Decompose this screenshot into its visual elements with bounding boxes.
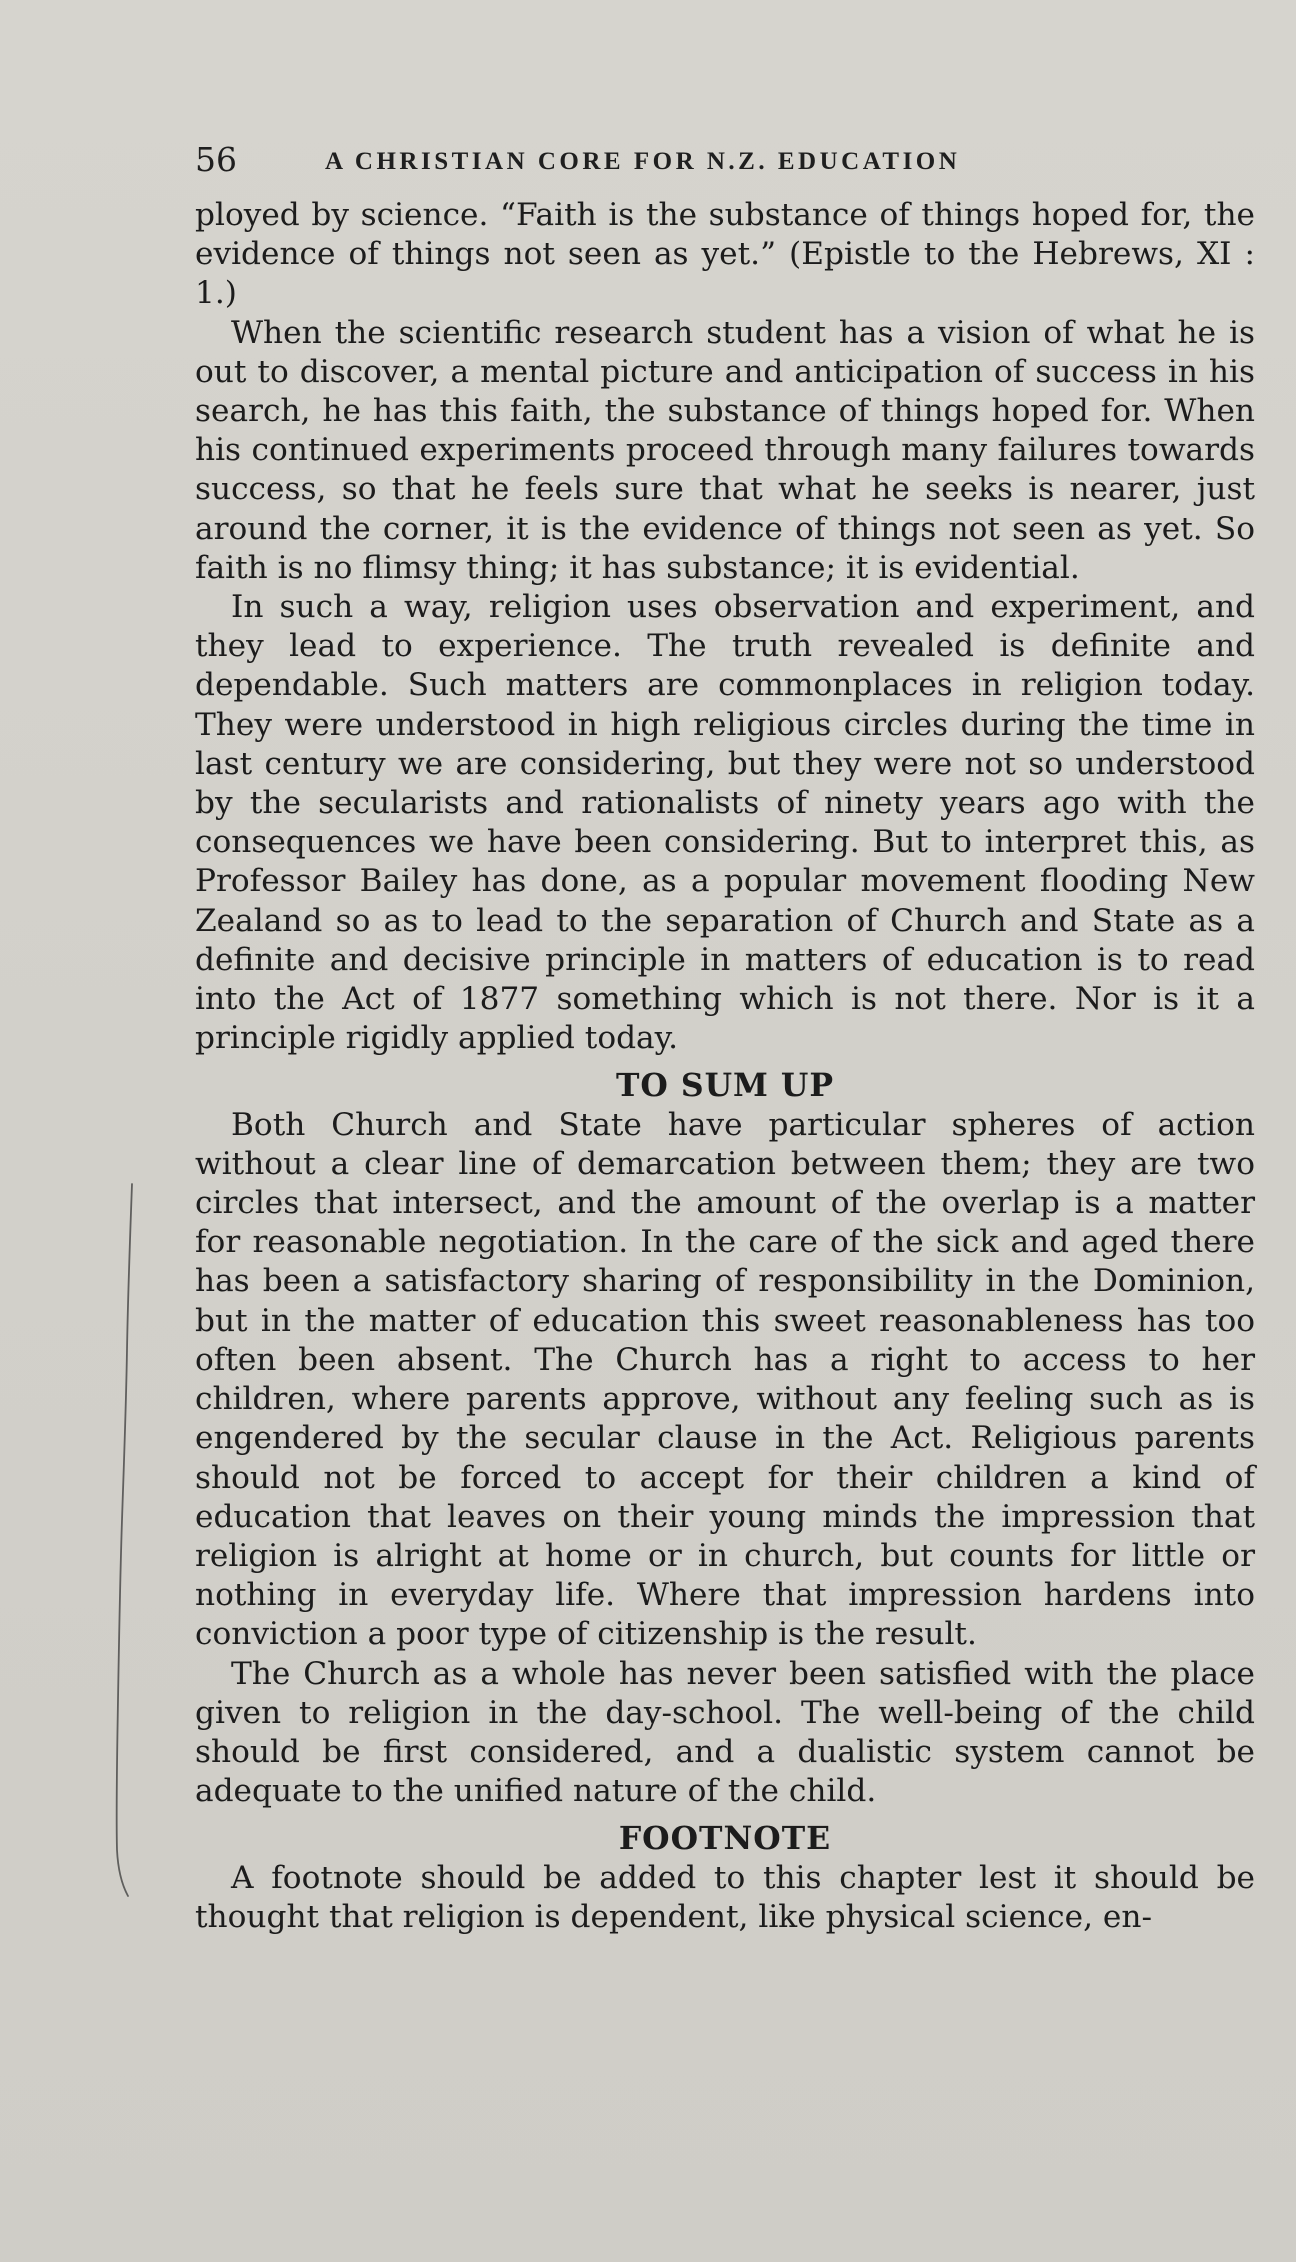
paragraph-church-day-school: The Church as a whole has never been satisfied with the place given to religion in the day-school. The well-being of the child should be first considered, and a dualistic system cannot be adequate to the unified nature of the child.	[195, 1655, 1255, 1810]
paragraph-religion-experiment: In such a way, religion uses observation and experiment, and they lead to experience. The truth revealed is definite and dependable. Such matters are commonplaces in religion today. They were understood in high religious circles during the time in last century we are considering, but they were not so understood by the secularists and rationalists of ninety years ago with the consequences we have been considering. But to interpret this, as Professor Bailey has done, as a popular movement flooding New Zealand so as to lead to the separation of Church and State as a definite and decisive principle in matters of education is to read into the Act of 1877 something which is not there. Nor is it a principle rigidly applied today.	[195, 589, 1255, 1057]
pencil-margin-mark	[108, 1180, 138, 1900]
paragraph-church-state: Both Church and State have particular spheres of action without a clear line of demarcation between them; they are two circles that intersect, and the amount of the overlap is a matter for reasonable negotiation. In the care of the sick and aged there has been a satisfactory sharing of responsibility in the Dominion, but in the matter of education this sweet reasonableness has too often been absent. The Church has a right to access to her children, where parents approve, without any feeling such as is engendered by the secular clause in the Act. Religious parents should not be forced to accept for their children a kind of education that leaves on their young minds the impression that religion is alright at home or in church, but counts for little or nothing in everyday life. Where that impression hardens into conviction a poor type of citizenship is the result.	[195, 1106, 1255, 1653]
paragraph-footnote: A footnote should be added to this chapter lest it should be thought that religion is dependent, like physical science, en-	[195, 1859, 1255, 1935]
section-heading-sum-up: TO SUM UP	[615, 1067, 835, 1105]
page-header	[195, 140, 1255, 184]
body-text	[195, 196, 1255, 1937]
pencil-stroke	[117, 1184, 132, 1896]
paragraph-research-student: When the scientific research student has a vision of what he is out to discover, a mental picture and anticipation of success in his search, he has this faith, the substance of things hoped for. When his continued experiments proceed through many failures towards success, so that he feels sure that what he seeks is nearer, just around the corner, it is the evidence of things not seen as yet. So faith is no flimsy thing; it has substance; it is evidential.	[195, 314, 1255, 586]
section-heading-footnote: FOOTNOTE	[618, 1820, 832, 1858]
running-title: A CHRISTIAN CORE FOR N.Z. EDUCATION	[325, 148, 961, 175]
paragraph-continuation: ployed by science. “Faith is the substance of things hoped for, the evidence of things not seen as yet.” (Epistle to the Hebrews, XI : 1.)	[195, 197, 1255, 312]
page-number: 56	[195, 140, 237, 179]
